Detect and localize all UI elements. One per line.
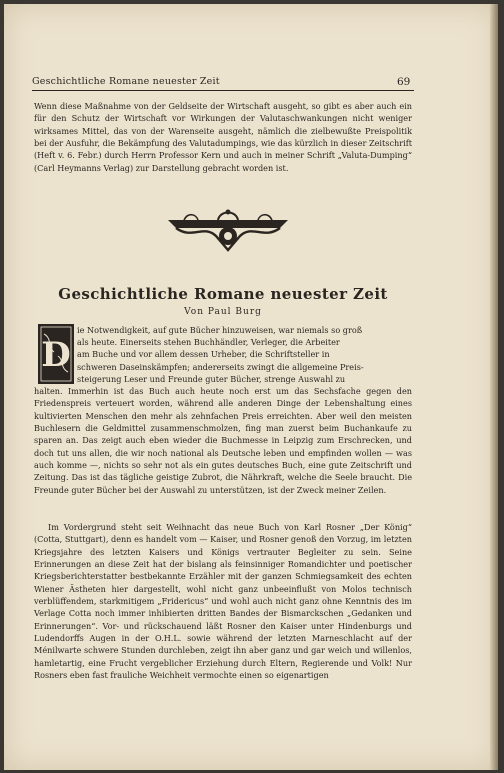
article-title: Geschichtliche Romane neuester Zeit — [58, 285, 388, 303]
decorated-initial — [38, 324, 74, 384]
running-head: Geschichtliche Romane neuester Zeit — [32, 76, 220, 87]
page-number: 69 — [397, 76, 411, 88]
ornament-vignette — [164, 206, 292, 254]
drop-line-4: schweren Daseinskämpfen; andererseits zwingt die allgemeine Preis- — [77, 362, 364, 372]
drop-line-2: als heute. Einerseits stehen Buchhändler, Verleger, die Arbeiter — [77, 337, 340, 347]
paragraph-2: Im Vordergrund steht seit Weihnacht das neue Buch von Karl Rosner „Der König“ (Cotta, Stuttgart), denn es handelt vom — Kaiser, und Rosner genoß den Vorzug, im letzten Kriegsjahre des letzten Kaisers und Königs vertrauter Begleiter zu sein. Seine Erinnerungen an diese Zeit hat der bislang als feinsinniger Romandichter und poetischer Kriegsberichterstatter bestbekannte Erzähler mit der ganzen Schmiegsamkeit des echten Wiener Ästheten hier dargestellt, wohl nicht ganz unbeeinflußt von Molos technisch verblüffendem, starkmitigem „Fridericus“ und wohl auch nicht ganz ohne Kenntnis des im Verlage Cotta noch immer inhibierten dritten Bandes der Bismarckschen „Gedanken und Erinnerungen“. Vor- und rückschauend läßt Rosner den Kaiser unter Hindenburgs und Ludendorffs Augen in der O.H.L. sowie während der letzten Marneschlacht auf der Ménilwarte schwere Stunden durchleben, zeigt ihn aber ganz und gar weich und willenlos, hamletartig, eine Frucht vergeblicher Erziehung durch Eltern, Regierende und Volk! Nur Rosners eben fast frauliche Weichheit vermochte einen so eigenartigen — [34, 522, 412, 681]
intro-paragraph: Wenn diese Maßnahme von der Geldseite der Wirtschaft ausgeht, so gibt es aber auch ein für den Schutz der Wirtschaft vor Wirkungen der Valutaschwankungen nicht weniger wirksames Mittel, das von der Warenseite ausgeht, nämlich die zielbewußte Preispolitik bei der Ausfuhr, die Bekämpfung des Valutadumpings, wie das kürzlich in dieser Zeitschrift (Heft v. 6. Febr.) durch Herrn Professor Kern und auch in meiner Schrift „Valuta-Dumping“ (Carl Heymanns Verlag) zur Darstellung gebracht worden ist. — [34, 101, 412, 173]
article-byline: Von Paul Burg — [184, 307, 262, 317]
drop-line-3: am Buche und vor allem dessen Urheber, die Schriftsteller in — [77, 349, 330, 359]
drop-line-1: ie Notwendigkeit, auf gute Bücher hinzuweisen, war niemals so groß — [77, 325, 363, 335]
book-page — [4, 4, 498, 770]
page-binding-edge — [490, 4, 498, 770]
initial-letter: D — [41, 335, 71, 375]
header-rule — [32, 90, 414, 91]
drop-line-5: steigerung Leser und Freunde guter Bücher, strenge Auswahl zu — [77, 374, 346, 384]
paragraph-1-continuation: halten. Immerhin ist das Buch auch heute noch erst um das Sechsfache gegen den Friedenspreis verteuert worden, während alle anderen Dinge der Lebenshaltung eines kultivierten Menschen den mehr als zehnfachen Preis erreichten. Aber weil den meisten Buchlesern die Geldmittel zusammenschmolzen, fing man zuerst beim Buchankaufe zu sparen an. Das zeigt auch eben wieder die Buchmesse in Leipzig zum Erschrecken, und doch tut uns allen, die wir noch national als Deutsche leben und empfinden wollen — was auch komme —, nichts so sehr not als ein gutes deutsches Buch, eine gute Zeitschrift und Zeitung. Das ist das tägliche geistige Zubrot, die Nährkraft, welche die Seele braucht. Die Freunde guter Bücher bei der Auswahl zu unterstützen, ist der Zweck meiner Zeilen. — [34, 386, 412, 495]
